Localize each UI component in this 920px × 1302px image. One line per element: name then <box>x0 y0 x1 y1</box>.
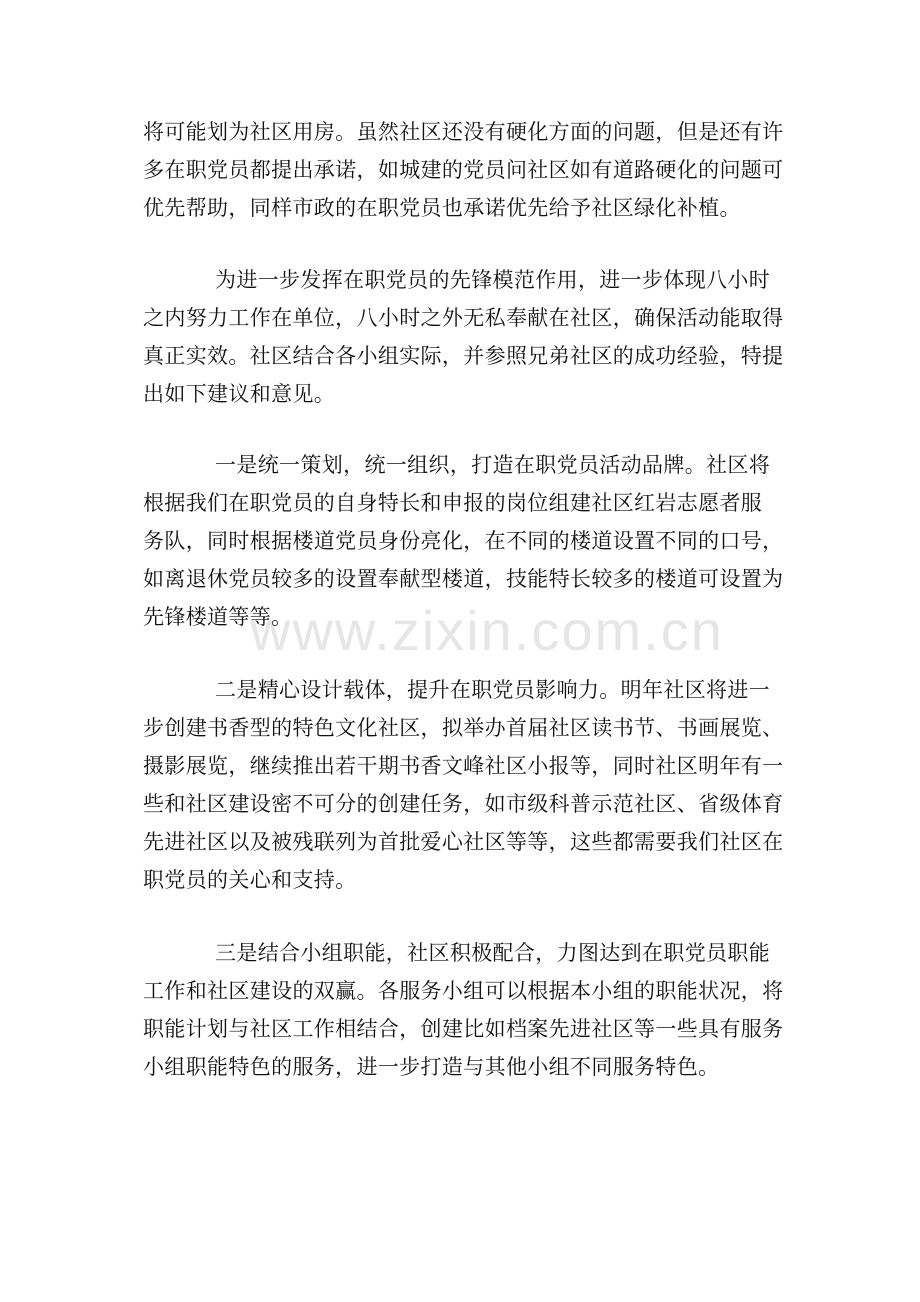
watermark: www.zixin.com.cn <box>250 599 724 662</box>
paragraph-3-line-1: 一是统一策划，统一组织，打造在职党员活动品牌。社区将 <box>215 453 771 477</box>
paragraph-3-line-3: 务队，同时根据楼道党员身份亮化，在不同的楼道设置不同的口号， <box>143 529 784 553</box>
paragraph-2-line-2: 之内努力工作在单位，八小时之外无私奉献在社区，确保活动能取得 <box>143 306 784 330</box>
paragraph-2-line-3: 真正实效。社区结合各小组实际，并参照兄弟社区的成功经验，特提 <box>143 344 784 368</box>
paragraph-1-line-2: 多在职党员都提出承诺，如城建的党员问社区如有道路硬化的问题可 <box>143 158 784 182</box>
paragraph-2-line-4: 出如下建议和意见。 <box>143 382 336 406</box>
paragraph-4-line-1: 二是精心设计载体，提升在职党员影响力。明年社区将进一 <box>215 678 771 702</box>
paragraph-2-line-1: 为进一步发挥在职党员的先锋模范作用，进一步体现八小时 <box>215 268 771 292</box>
paragraph-4-line-3: 摄影展览，继续推出若干期书香文峰社区小报等，同时社区明年有一 <box>143 754 784 778</box>
paragraph-3-line-5: 先锋楼道等等。 <box>143 605 293 629</box>
paragraph-5-line-3: 职能计划与社区工作相结合，创建比如档案先进社区等一些具有服务 <box>143 1017 784 1041</box>
paragraph-5-line-1: 三是结合小组职能，社区积极配合，力图达到在职党员职能 <box>215 941 771 965</box>
paragraph-4-line-4: 些和社区建设密不可分的创建任务，如市级科普示范社区、省级体育 <box>143 792 784 816</box>
paragraph-4-line-2: 步创建书香型的特色文化社区，拟举办首届社区读书节、书画展览、 <box>143 716 784 740</box>
paragraph-3-line-4: 如离退休党员较多的设置奉献型楼道，技能特长较多的楼道可设置为 <box>143 567 784 591</box>
paragraph-5-line-2: 工作和社区建设的双赢。各服务小组可以根据本小组的职能状况，将 <box>143 979 784 1003</box>
paragraph-4-line-6: 职党员的关心和支持。 <box>143 868 357 892</box>
paragraph-3-line-2: 根据我们在职党员的自身特长和申报的岗位组建社区红岩志愿者服 <box>143 491 763 515</box>
paragraph-1-line-1: 将可能划为社区用房。虽然社区还没有硬化方面的问题，但是还有许 <box>143 120 784 144</box>
paragraph-4-line-5: 先进社区以及被残联列为首批爱心社区等等，这些都需要我们社区在 <box>143 830 784 854</box>
paragraph-5-line-4: 小组职能特色的服务，进一步打造与其他小组不同服务特色。 <box>143 1055 720 1079</box>
paragraph-1-line-3: 优先帮助，同样市政的在职党员也承诺优先给予社区绿化补植。 <box>143 196 741 220</box>
